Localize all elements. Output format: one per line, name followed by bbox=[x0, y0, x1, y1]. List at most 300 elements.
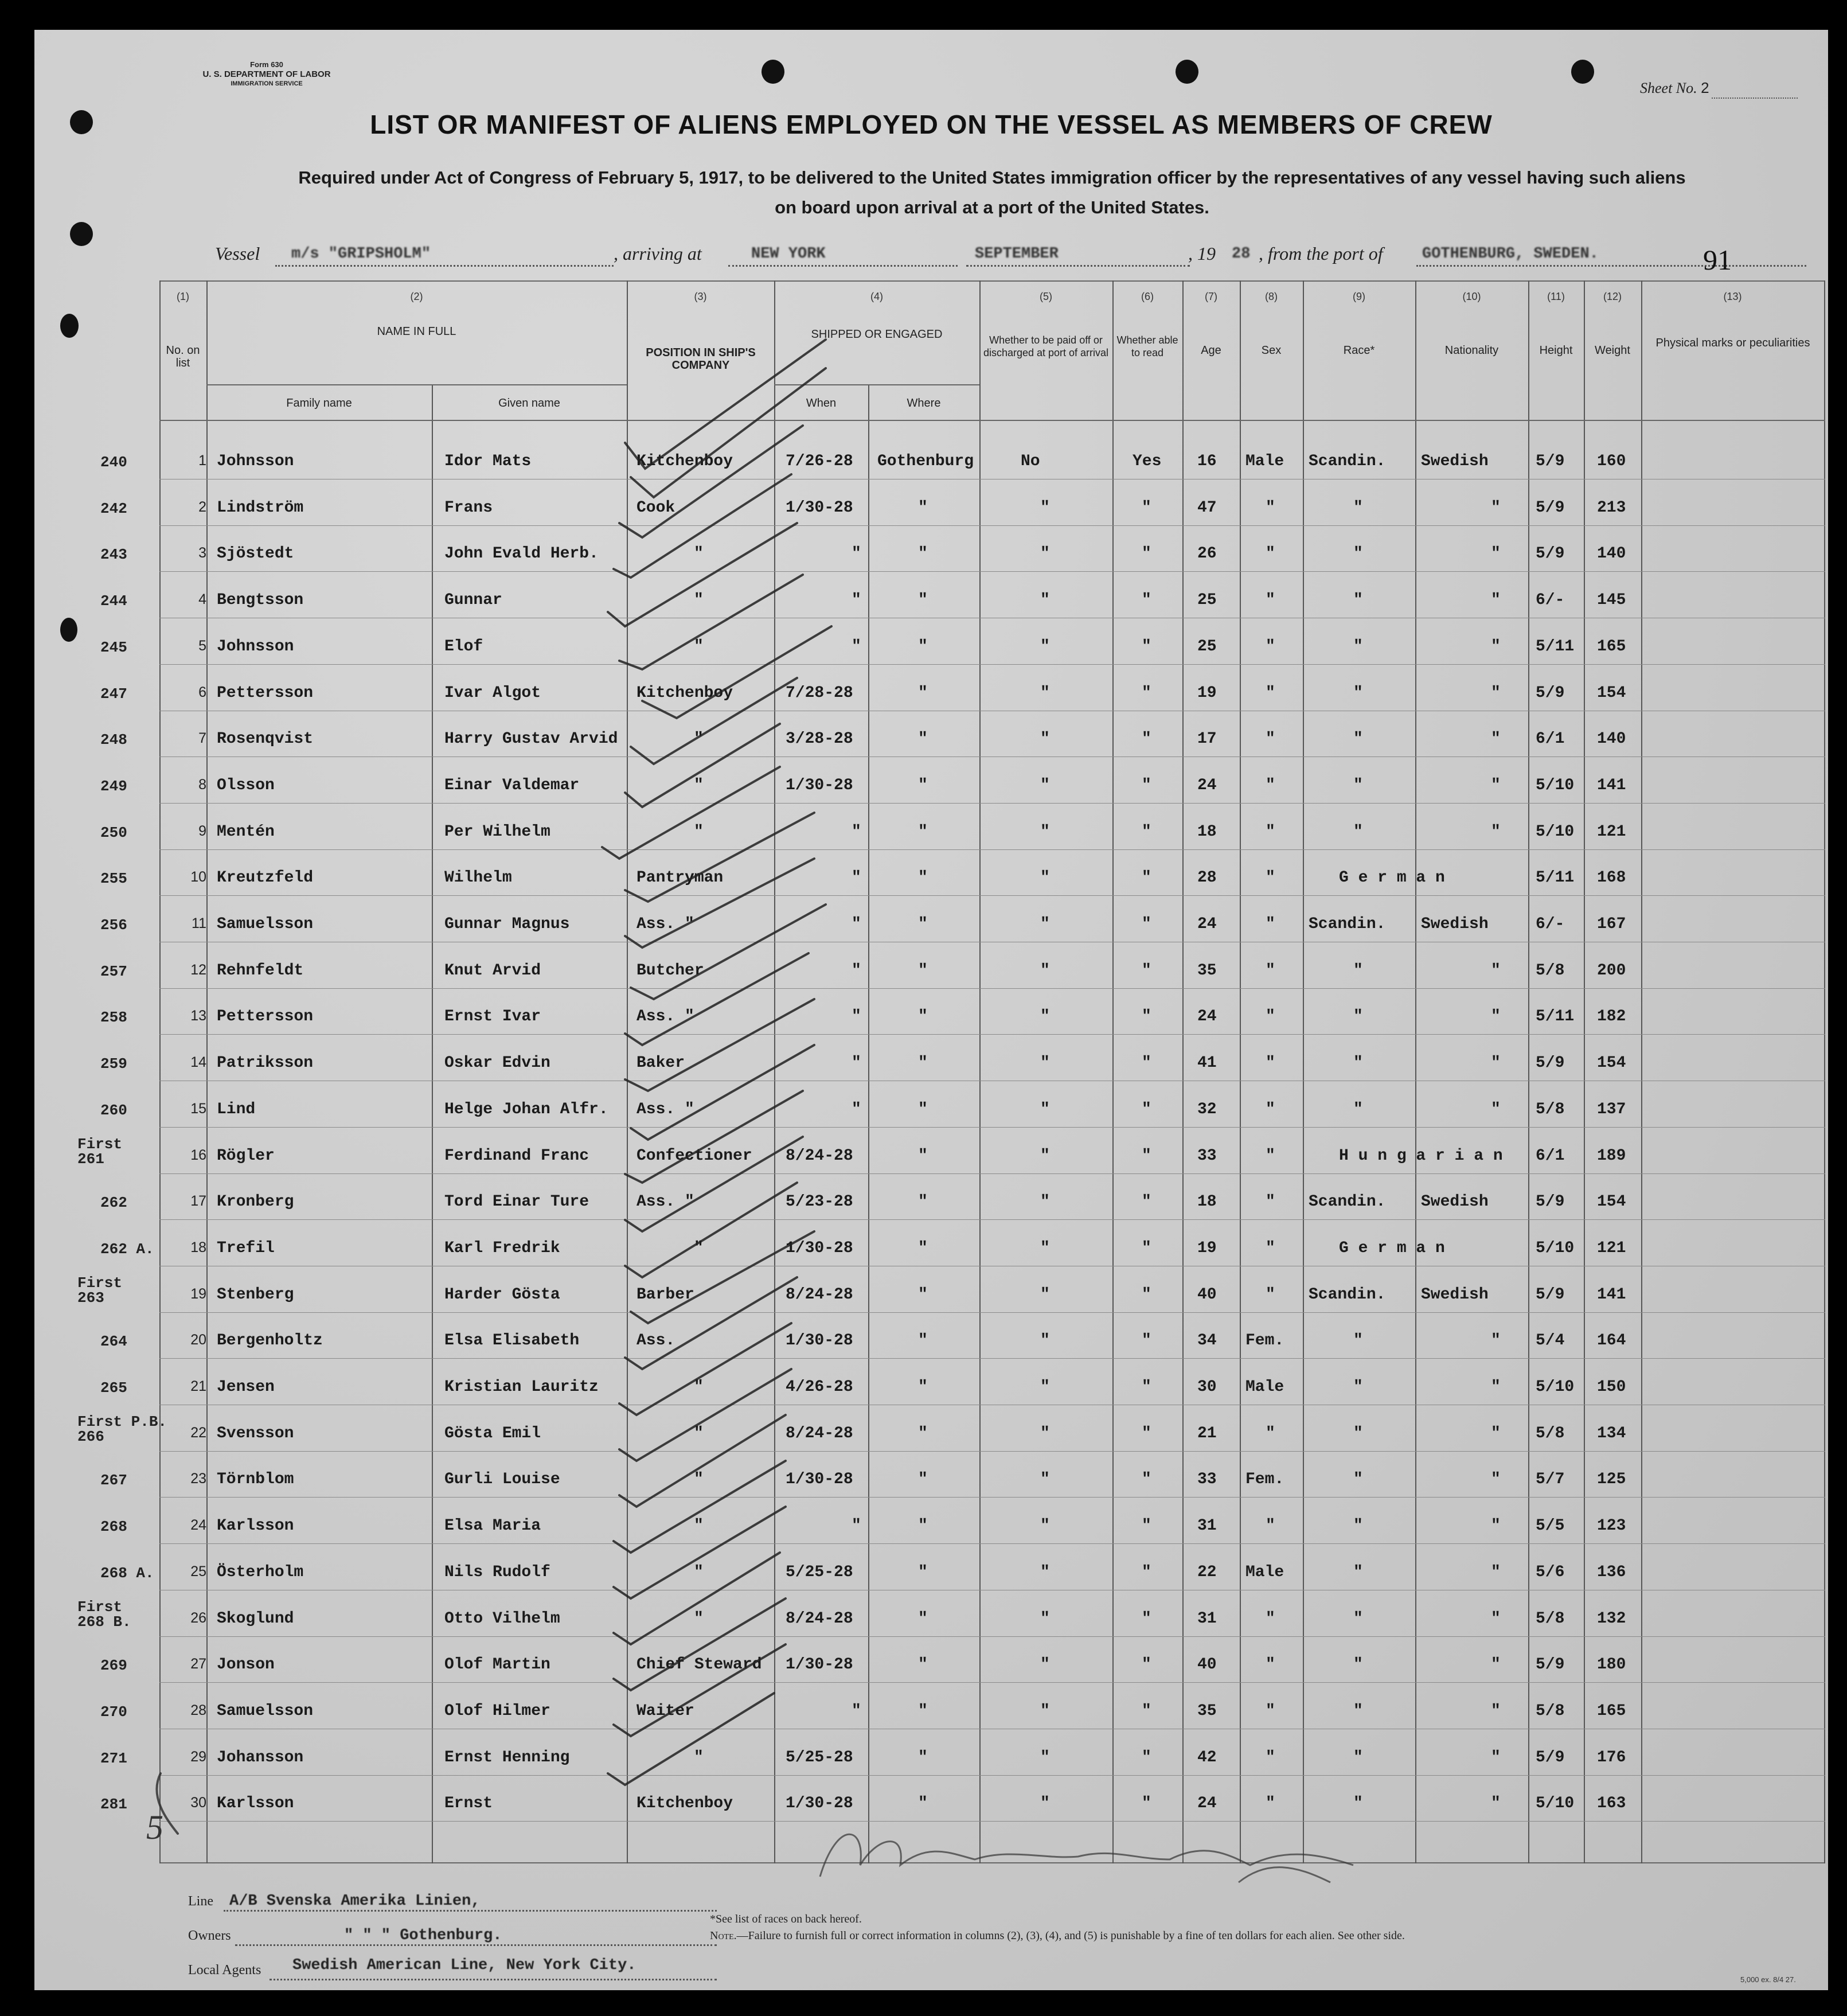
column-number: (10) bbox=[1462, 291, 1481, 302]
nationality-cell: " bbox=[1491, 591, 1501, 610]
shipped-where-cell: " bbox=[918, 545, 928, 563]
family-name-cell: Stenberg bbox=[217, 1285, 294, 1304]
left-margin-number: 267 bbox=[100, 1472, 127, 1489]
given-name-cell: Idor Mats bbox=[444, 453, 532, 470]
shipped-when-cell: " bbox=[852, 961, 861, 980]
left-margin-number: 244 bbox=[100, 592, 127, 610]
shipped-when-cell: 8/24-28 bbox=[786, 1424, 853, 1442]
weight-cell: 154 bbox=[1597, 684, 1626, 702]
height-cell: 5/7 bbox=[1536, 1471, 1565, 1489]
height-cell: 5/10 bbox=[1536, 1795, 1575, 1813]
shipped-where-cell: " bbox=[918, 591, 928, 610]
sex-cell: " bbox=[1266, 1008, 1275, 1026]
race-cell: " bbox=[1353, 1424, 1363, 1442]
position-cell: Waiter bbox=[637, 1702, 694, 1720]
weight-cell: 154 bbox=[1597, 1193, 1626, 1211]
age-cell: 18 bbox=[1197, 822, 1217, 841]
family-name-cell: Patriksson bbox=[217, 1054, 314, 1073]
nationality-cell: " bbox=[1491, 1563, 1501, 1581]
able-to-read-cell: " bbox=[1142, 1517, 1151, 1535]
height-cell: 5/11 bbox=[1536, 637, 1575, 656]
shipped-where-cell: " bbox=[918, 730, 928, 748]
column-number: (8) bbox=[1265, 291, 1278, 302]
race-cell: Scandin. bbox=[1309, 915, 1386, 933]
age-cell: 22 bbox=[1197, 1563, 1217, 1581]
header-age: Age bbox=[1201, 344, 1221, 357]
given-name-cell: Knut Arvid bbox=[444, 961, 541, 980]
able-to-read-cell: " bbox=[1142, 1008, 1151, 1026]
able-to-read-cell: Yes bbox=[1133, 453, 1162, 470]
shipped-where-cell: " bbox=[918, 1147, 928, 1165]
header-paid-off: Whether to be paid off or discharged at port of arrival bbox=[983, 334, 1109, 358]
weight-cell: 140 bbox=[1597, 545, 1626, 563]
position-cell: Pantryman bbox=[637, 869, 724, 887]
able-to-read-cell: " bbox=[1142, 776, 1151, 794]
given-name-cell: Elsa Maria bbox=[444, 1517, 541, 1535]
header-race: Race* bbox=[1343, 344, 1375, 357]
nationality-cell: " bbox=[1491, 1609, 1501, 1628]
weight-cell: 141 bbox=[1597, 776, 1626, 794]
family-name-cell: Karlsson bbox=[217, 1795, 294, 1813]
left-margin-number: 271 bbox=[100, 1749, 127, 1767]
left-margin-number: 250 bbox=[100, 824, 127, 841]
line-number: 8 bbox=[198, 776, 206, 793]
line-number: 5 bbox=[198, 637, 206, 654]
race-cell: " bbox=[1353, 1008, 1363, 1026]
line-number: 25 bbox=[190, 1563, 206, 1580]
shipped-where-cell: " bbox=[918, 1193, 928, 1211]
height-cell: 5/9 bbox=[1536, 1285, 1565, 1304]
weight-cell: 136 bbox=[1597, 1563, 1626, 1581]
line-number: 9 bbox=[198, 822, 206, 839]
height-cell: 5/9 bbox=[1536, 1656, 1565, 1674]
shipped-where-cell: " bbox=[918, 822, 928, 841]
position-cell: Baker bbox=[637, 1054, 685, 1073]
position-cell: Kitchenboy bbox=[637, 453, 733, 470]
nationality-cell: " bbox=[1491, 1795, 1501, 1813]
line-number: 30 bbox=[190, 1795, 206, 1811]
race-cell: H u n g a r i a n bbox=[1339, 1147, 1503, 1165]
able-to-read-cell: " bbox=[1142, 1378, 1151, 1396]
column-number: (6) bbox=[1141, 291, 1154, 302]
paid-off-cell: " bbox=[1040, 1332, 1050, 1350]
family-name-cell: Pettersson bbox=[217, 684, 314, 702]
weight-cell: 165 bbox=[1597, 1702, 1626, 1720]
position-cell: Ass. " bbox=[637, 1193, 694, 1211]
position-cell: Cook bbox=[637, 498, 675, 517]
age-cell: 24 bbox=[1197, 776, 1217, 794]
weight-cell: 180 bbox=[1597, 1656, 1626, 1674]
shipped-when-cell: " bbox=[852, 637, 861, 656]
shipped-where-cell: " bbox=[918, 1378, 928, 1396]
height-cell: 5/6 bbox=[1536, 1563, 1565, 1581]
sex-cell: " bbox=[1266, 915, 1275, 933]
age-cell: 16 bbox=[1197, 453, 1217, 470]
column-number: (2) bbox=[410, 291, 423, 302]
shipped-where-cell: " bbox=[918, 1517, 928, 1535]
paid-off-cell: " bbox=[1040, 1285, 1050, 1304]
sex-cell: " bbox=[1266, 1239, 1275, 1257]
sex-cell: Male bbox=[1245, 1563, 1284, 1581]
able-to-read-cell: " bbox=[1142, 1795, 1151, 1813]
department-name: U. S. DEPARTMENT OF LABOR bbox=[202, 69, 331, 79]
left-margin-number: 259 bbox=[100, 1055, 127, 1073]
given-name-cell: Elsa Elisabeth bbox=[444, 1332, 580, 1350]
shipped-when-cell: " bbox=[852, 591, 861, 610]
given-name-cell: Helge Johan Alfr. bbox=[444, 1100, 608, 1118]
height-cell: 5/9 bbox=[1536, 453, 1565, 470]
paid-off-cell: " bbox=[1040, 1193, 1050, 1211]
sex-cell: " bbox=[1266, 1054, 1275, 1073]
sex-cell: " bbox=[1266, 1193, 1275, 1211]
age-cell: 41 bbox=[1197, 1054, 1217, 1073]
line-number: 14 bbox=[190, 1054, 206, 1071]
paid-off-cell: No bbox=[1021, 453, 1040, 470]
race-cell: " bbox=[1353, 498, 1363, 517]
paid-off-cell: " bbox=[1040, 1054, 1050, 1073]
paid-off-cell: " bbox=[1040, 1609, 1050, 1628]
height-cell: 5/9 bbox=[1536, 1748, 1565, 1767]
race-note: *See list of races on back hereof. bbox=[710, 1913, 862, 1925]
line-number: 22 bbox=[190, 1424, 206, 1441]
height-cell: 5/9 bbox=[1536, 498, 1565, 517]
shipped-where-cell: " bbox=[918, 1609, 928, 1628]
family-name-cell: Johnsson bbox=[217, 453, 294, 470]
able-to-read-cell: " bbox=[1142, 498, 1151, 517]
vessel-name: m/s "GRIPSHOLM" bbox=[291, 245, 431, 263]
weight-cell: 123 bbox=[1597, 1517, 1626, 1535]
weight-cell: 200 bbox=[1597, 961, 1626, 980]
shipped-when-cell: 7/28-28 bbox=[786, 684, 853, 702]
nationality-cell: Swedish bbox=[1421, 453, 1489, 470]
shipped-when-cell: " bbox=[852, 1008, 861, 1026]
weight-cell: 154 bbox=[1597, 1054, 1626, 1073]
position-cell: Ass. " bbox=[637, 915, 694, 933]
race-cell: " bbox=[1353, 1609, 1363, 1628]
position-cell: " bbox=[694, 1563, 704, 1581]
left-margin-number: 240 bbox=[100, 454, 127, 471]
footer-line-value: A/B Svenska Amerika Linien, bbox=[229, 1893, 481, 1910]
shipped-where-cell: " bbox=[918, 1239, 928, 1257]
nationality-cell: " bbox=[1491, 1424, 1501, 1442]
given-name-cell: Tord Einar Ture bbox=[444, 1193, 589, 1211]
race-cell: " bbox=[1353, 637, 1363, 656]
race-cell: " bbox=[1353, 776, 1363, 794]
shipped-when-cell: 5/25-28 bbox=[786, 1748, 853, 1767]
page-title: LIST OR MANIFEST OF ALIENS EMPLOYED ON THE VESSEL AS MEMBERS OF CREW bbox=[370, 110, 1493, 139]
line-number: 27 bbox=[190, 1656, 206, 1672]
family-name-cell: Jonson bbox=[217, 1656, 275, 1674]
race-cell: " bbox=[1353, 1332, 1363, 1350]
weight-cell: 137 bbox=[1597, 1100, 1626, 1118]
family-name-cell: Samuelsson bbox=[217, 1702, 314, 1720]
race-cell: Scandin. bbox=[1309, 453, 1386, 470]
family-name-cell: Olsson bbox=[217, 776, 275, 794]
form-number: Form 630 bbox=[250, 60, 283, 69]
header-nationality: Nationality bbox=[1444, 344, 1499, 357]
weight-cell: 165 bbox=[1597, 637, 1626, 656]
shipped-when-cell: 8/24-28 bbox=[786, 1609, 853, 1628]
line-number: 17 bbox=[190, 1193, 206, 1210]
height-cell: 5/8 bbox=[1536, 1609, 1565, 1628]
shipped-where-cell: " bbox=[918, 498, 928, 517]
age-cell: 24 bbox=[1197, 1795, 1217, 1813]
race-cell: " bbox=[1353, 1748, 1363, 1767]
race-cell: " bbox=[1353, 1795, 1363, 1813]
able-to-read-cell: " bbox=[1142, 730, 1151, 748]
race-cell: " bbox=[1353, 1563, 1363, 1581]
given-name-cell: Harry Gustav Arvid bbox=[444, 730, 618, 748]
header-height: Height bbox=[1539, 344, 1573, 357]
shipped-when-cell: 1/30-28 bbox=[786, 1795, 853, 1813]
left-margin-number: 264 bbox=[100, 1333, 127, 1351]
shipped-when-cell: 7/26-28 bbox=[786, 453, 853, 470]
position-cell: Kitchenboy bbox=[637, 684, 733, 702]
age-cell: 47 bbox=[1197, 498, 1217, 517]
age-cell: 30 bbox=[1197, 1378, 1217, 1396]
shipped-where-cell: " bbox=[918, 1748, 928, 1767]
left-margin-number: 242 bbox=[100, 500, 127, 517]
nationality-cell: " bbox=[1491, 1054, 1501, 1073]
shipped-when-cell: 5/25-28 bbox=[786, 1563, 853, 1581]
race-cell: " bbox=[1353, 1656, 1363, 1674]
position-cell: " bbox=[694, 822, 704, 841]
position-cell: Chief Steward bbox=[637, 1656, 762, 1674]
nationality-cell: Swedish bbox=[1421, 915, 1489, 933]
header-given-name: Given name bbox=[498, 397, 560, 410]
left-margin-number: 249 bbox=[100, 777, 127, 795]
nationality-cell: " bbox=[1491, 1748, 1501, 1767]
family-name-cell: Bergenholtz bbox=[217, 1332, 323, 1350]
given-name-cell: Olof Hilmer bbox=[444, 1702, 550, 1720]
shipped-when-cell: " bbox=[852, 1702, 861, 1720]
position-cell: Ass. " bbox=[637, 1100, 694, 1118]
weight-cell: 189 bbox=[1597, 1147, 1626, 1165]
given-name-cell: Frans bbox=[444, 498, 493, 517]
left-margin-number: 270 bbox=[100, 1703, 127, 1721]
able-to-read-cell: " bbox=[1142, 961, 1151, 980]
line-number: 12 bbox=[190, 961, 206, 978]
nationality-cell: " bbox=[1491, 961, 1501, 980]
line-number: 11 bbox=[192, 915, 206, 931]
family-name-cell: Rosenqvist bbox=[217, 730, 314, 748]
height-cell: 5/10 bbox=[1536, 776, 1575, 794]
age-cell: 18 bbox=[1197, 1193, 1217, 1211]
shipped-when-cell: 1/30-28 bbox=[786, 1239, 853, 1257]
able-to-read-cell: " bbox=[1142, 1609, 1151, 1628]
race-cell: Scandin. bbox=[1309, 1193, 1386, 1211]
height-cell: 6/- bbox=[1536, 591, 1565, 610]
family-name-cell: Lindström bbox=[217, 498, 304, 517]
age-cell: 31 bbox=[1197, 1609, 1217, 1628]
able-to-read-cell: " bbox=[1142, 684, 1151, 702]
line-number: 21 bbox=[190, 1378, 206, 1394]
shipped-when-cell: 8/24-28 bbox=[786, 1285, 853, 1304]
paid-off-cell: " bbox=[1040, 776, 1050, 794]
nationality-cell: " bbox=[1491, 1100, 1501, 1118]
left-margin-number: 268 bbox=[100, 1518, 127, 1536]
position-cell: " bbox=[694, 776, 704, 794]
family-name-cell: Kronberg bbox=[217, 1193, 294, 1211]
able-to-read-cell: " bbox=[1142, 1193, 1151, 1211]
paid-off-cell: " bbox=[1040, 1656, 1050, 1674]
able-to-read-cell: " bbox=[1142, 637, 1151, 656]
age-cell: 19 bbox=[1197, 684, 1217, 702]
line-number: 24 bbox=[190, 1517, 206, 1534]
paid-off-cell: " bbox=[1040, 1517, 1050, 1535]
given-name-cell: Kristian Lauritz bbox=[444, 1378, 599, 1396]
given-name-cell: Gösta Emil bbox=[444, 1424, 541, 1442]
position-cell: " bbox=[694, 637, 704, 656]
nationality-cell: " bbox=[1491, 776, 1501, 794]
manifest-page bbox=[34, 30, 1828, 1990]
margin-handwritten-mark: 5 bbox=[146, 1808, 163, 1846]
shipped-where-cell: " bbox=[918, 1702, 928, 1720]
age-cell: 42 bbox=[1197, 1748, 1217, 1767]
column-number: (5) bbox=[1040, 291, 1052, 302]
arrival-port: NEW YORK bbox=[751, 245, 826, 263]
able-to-read-cell: " bbox=[1142, 822, 1151, 841]
shipped-when-cell: 1/30-28 bbox=[786, 1656, 853, 1674]
shipped-where-cell: Gothenburg bbox=[877, 453, 974, 470]
shipped-when-cell: " bbox=[852, 915, 861, 933]
paid-off-cell: " bbox=[1040, 1702, 1050, 1720]
paid-off-cell: " bbox=[1040, 1424, 1050, 1442]
header-weight: Weight bbox=[1595, 344, 1630, 357]
able-to-read-cell: " bbox=[1142, 545, 1151, 563]
able-to-read-cell: " bbox=[1142, 1100, 1151, 1118]
sex-cell: " bbox=[1266, 591, 1275, 610]
position-cell: " bbox=[694, 1517, 704, 1535]
sex-cell: Male bbox=[1245, 453, 1284, 470]
given-name-cell: Ernst Ivar bbox=[444, 1008, 541, 1026]
sex-cell: " bbox=[1266, 1147, 1275, 1165]
position-cell: Butcher bbox=[637, 961, 704, 980]
given-name-cell: Per Wilhelm bbox=[444, 822, 550, 841]
given-name-cell: Karl Fredrik bbox=[444, 1239, 560, 1257]
arrival-month: SEPTEMBER bbox=[975, 245, 1059, 263]
race-cell: G e r m a n bbox=[1339, 1239, 1445, 1257]
paid-off-cell: " bbox=[1040, 1471, 1050, 1489]
header-name-in-full: NAME IN FULL bbox=[377, 325, 456, 338]
position-cell: " bbox=[694, 545, 704, 563]
race-cell: " bbox=[1353, 1100, 1363, 1118]
family-name-cell: Törnblom bbox=[217, 1471, 294, 1489]
given-name-cell: Ernst bbox=[444, 1795, 493, 1813]
sex-cell: Fem. bbox=[1245, 1471, 1284, 1489]
sex-cell: " bbox=[1266, 730, 1275, 748]
paid-off-cell: " bbox=[1040, 1378, 1050, 1396]
arriving-label: , arriving at bbox=[614, 243, 702, 264]
height-cell: 5/9 bbox=[1536, 684, 1565, 702]
age-cell: 35 bbox=[1197, 961, 1217, 980]
sex-cell: " bbox=[1266, 1517, 1275, 1535]
column-number: (11) bbox=[1547, 291, 1565, 302]
shipped-where-cell: " bbox=[918, 637, 928, 656]
nationality-cell: " bbox=[1491, 730, 1501, 748]
sex-cell: " bbox=[1266, 1656, 1275, 1674]
paid-off-cell: " bbox=[1040, 1147, 1050, 1165]
paid-off-cell: " bbox=[1040, 961, 1050, 980]
position-cell: " bbox=[694, 1748, 704, 1767]
sex-cell: Fem. bbox=[1245, 1332, 1284, 1350]
line-number: 19 bbox=[190, 1285, 206, 1302]
position-cell: " bbox=[694, 1609, 704, 1628]
family-name-cell: Pettersson bbox=[217, 1008, 314, 1026]
nationality-cell: Swedish bbox=[1421, 1193, 1489, 1211]
left-margin-number: 281 bbox=[100, 1796, 127, 1814]
header-when: When bbox=[806, 397, 837, 410]
weight-cell: 167 bbox=[1597, 915, 1626, 933]
header-family-name: Family name bbox=[286, 397, 352, 410]
nationality-cell: " bbox=[1491, 1702, 1501, 1720]
family-name-cell: Kreutzfeld bbox=[217, 869, 314, 887]
height-cell: 5/8 bbox=[1536, 1424, 1565, 1442]
able-to-read-cell: " bbox=[1142, 915, 1151, 933]
nationality-cell: Swedish bbox=[1421, 1285, 1489, 1304]
paid-off-cell: " bbox=[1040, 1008, 1050, 1026]
age-cell: 33 bbox=[1197, 1147, 1217, 1165]
line-number: 7 bbox=[198, 730, 206, 747]
weight-cell: 213 bbox=[1597, 498, 1626, 517]
family-name-cell: Rögler bbox=[217, 1147, 275, 1165]
weight-cell: 134 bbox=[1597, 1424, 1626, 1442]
manifest-number: 91 bbox=[1703, 244, 1732, 276]
family-name-cell: Karlsson bbox=[217, 1517, 294, 1535]
left-margin-number: 269 bbox=[100, 1657, 127, 1675]
age-cell: 19 bbox=[1197, 1239, 1217, 1257]
sex-cell: " bbox=[1266, 869, 1275, 887]
weight-cell: 163 bbox=[1597, 1795, 1626, 1813]
age-cell: 28 bbox=[1197, 869, 1217, 887]
footer-line-label: Line bbox=[188, 1894, 213, 1909]
footer-agents-value: Swedish American Line, New York City. bbox=[292, 1957, 637, 1974]
race-cell: " bbox=[1353, 684, 1363, 702]
line-number: 3 bbox=[198, 545, 206, 561]
vessel-label: Vessel bbox=[215, 243, 260, 264]
family-name-cell: Rehnfeldt bbox=[217, 961, 304, 980]
left-margin-number: 260 bbox=[100, 1101, 127, 1119]
age-cell: 25 bbox=[1197, 637, 1217, 656]
race-cell: Scandin. bbox=[1309, 1285, 1386, 1304]
age-cell: 26 bbox=[1197, 545, 1217, 563]
shipped-where-cell: " bbox=[918, 1563, 928, 1581]
weight-cell: 182 bbox=[1597, 1008, 1626, 1026]
nationality-cell: " bbox=[1491, 1332, 1501, 1350]
left-margin-number: First P.B. 266 bbox=[77, 1413, 167, 1445]
given-name-cell: Elof bbox=[444, 637, 483, 656]
race-cell: " bbox=[1353, 591, 1363, 610]
height-cell: 5/5 bbox=[1536, 1517, 1565, 1535]
departure-port: GOTHENBURG, SWEDEN. bbox=[1422, 245, 1599, 263]
paid-off-cell: " bbox=[1040, 1563, 1050, 1581]
position-cell: " bbox=[694, 730, 704, 748]
header-sex: Sex bbox=[1261, 344, 1282, 357]
given-name-cell: Ernst Henning bbox=[444, 1748, 570, 1767]
given-name-cell: Oskar Edvin bbox=[444, 1054, 550, 1073]
left-margin-number: 262 A. bbox=[100, 1240, 154, 1258]
sex-cell: " bbox=[1266, 684, 1275, 702]
position-cell: Barber bbox=[637, 1285, 694, 1304]
sex-cell: Male bbox=[1245, 1378, 1284, 1396]
race-cell: " bbox=[1353, 961, 1363, 980]
left-margin-number: 245 bbox=[100, 638, 127, 656]
position-cell: Kitchenboy bbox=[637, 1795, 733, 1813]
given-name-cell: Gunnar Magnus bbox=[444, 915, 570, 933]
line-number: 13 bbox=[190, 1008, 206, 1024]
age-cell: 17 bbox=[1197, 730, 1217, 748]
nationality-cell: " bbox=[1491, 1008, 1501, 1026]
